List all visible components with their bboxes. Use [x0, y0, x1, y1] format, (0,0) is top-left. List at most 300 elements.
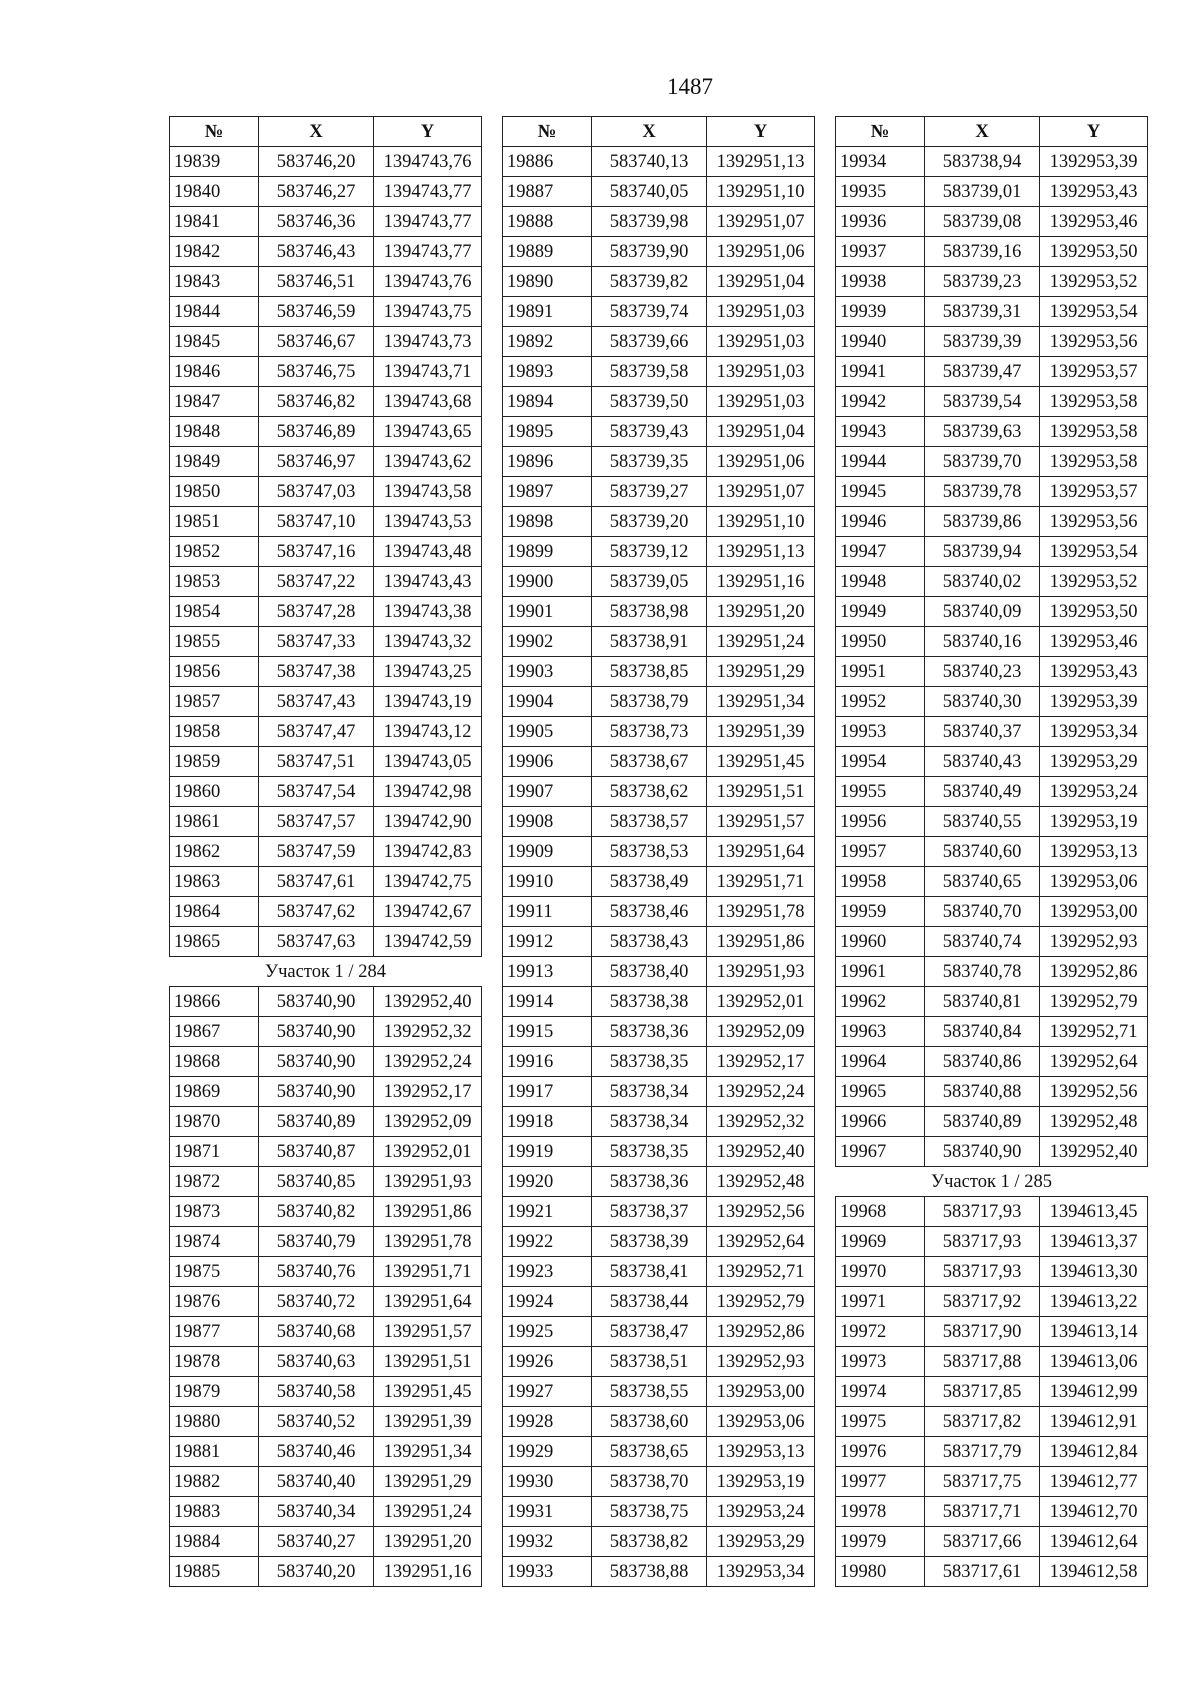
y-coordinate: 1394612,70	[1040, 1497, 1148, 1527]
y-coordinate: 1392952,17	[707, 1047, 815, 1077]
x-coordinate: 583740,58	[259, 1377, 374, 1407]
point-number: 19948	[836, 567, 925, 597]
x-coordinate: 583740,78	[925, 957, 1040, 987]
point-number: 19880	[170, 1407, 259, 1437]
table-row	[170, 687, 482, 717]
point-number: 19856	[170, 657, 259, 687]
table-row	[503, 207, 815, 237]
point-number: 19969	[836, 1227, 925, 1257]
table-row	[170, 657, 482, 687]
y-coordinate: 1394743,19	[374, 687, 482, 717]
y-coordinate: 1394612,91	[1040, 1407, 1148, 1437]
x-coordinate: 583739,50	[592, 387, 707, 417]
x-coordinate: 583739,66	[592, 327, 707, 357]
x-coordinate: 583747,43	[259, 687, 374, 717]
y-coordinate: 1392953,50	[1040, 237, 1148, 267]
table-row	[170, 1317, 482, 1347]
x-coordinate: 583717,66	[925, 1527, 1040, 1557]
point-number: 19895	[503, 417, 592, 447]
point-number: 19882	[170, 1467, 259, 1497]
point-number: 19920	[503, 1167, 592, 1197]
y-coordinate: 1392951,13	[707, 537, 815, 567]
x-coordinate: 583738,49	[592, 867, 707, 897]
x-coordinate: 583747,38	[259, 657, 374, 687]
x-coordinate: 583739,31	[925, 297, 1040, 327]
table-row	[503, 327, 815, 357]
y-coordinate: 1392953,58	[1040, 387, 1148, 417]
y-coordinate: 1392953,54	[1040, 297, 1148, 327]
y-coordinate: 1392952,64	[1040, 1047, 1148, 1077]
table-row	[170, 387, 482, 417]
x-coordinate: 583740,30	[925, 687, 1040, 717]
point-number: 19855	[170, 627, 259, 657]
point-number: 19944	[836, 447, 925, 477]
x-coordinate: 583738,73	[592, 717, 707, 747]
x-coordinate: 583738,60	[592, 1407, 707, 1437]
y-coordinate: 1392951,10	[707, 177, 815, 207]
point-number: 19896	[503, 447, 592, 477]
point-number: 19867	[170, 1017, 259, 1047]
y-coordinate: 1392951,06	[707, 447, 815, 477]
point-number: 19957	[836, 837, 925, 867]
x-coordinate: 583740,70	[925, 897, 1040, 927]
y-coordinate: 1392952,86	[1040, 957, 1148, 987]
table-row	[503, 477, 815, 507]
point-number: 19934	[836, 147, 925, 177]
x-coordinate: 583746,97	[259, 447, 374, 477]
point-number: 19975	[836, 1407, 925, 1437]
y-coordinate: 1392951,03	[707, 387, 815, 417]
point-number: 19866	[170, 987, 259, 1017]
x-coordinate: 583738,44	[592, 1287, 707, 1317]
point-number: 19953	[836, 717, 925, 747]
x-coordinate: 583740,68	[259, 1317, 374, 1347]
y-coordinate: 1392953,13	[1040, 837, 1148, 867]
table-row	[836, 537, 1148, 567]
x-coordinate: 583738,40	[592, 957, 707, 987]
table-row	[836, 627, 1148, 657]
table-row	[503, 1197, 815, 1227]
y-coordinate: 1392952,79	[707, 1287, 815, 1317]
y-coordinate: 1392953,24	[1040, 777, 1148, 807]
table-row	[836, 417, 1148, 447]
y-coordinate: 1392953,58	[1040, 417, 1148, 447]
point-number: 19857	[170, 687, 259, 717]
point-number: 19884	[170, 1527, 259, 1557]
point-number: 19936	[836, 207, 925, 237]
x-coordinate: 583739,01	[925, 177, 1040, 207]
y-coordinate: 1392953,57	[1040, 357, 1148, 387]
table-row	[503, 1317, 815, 1347]
point-number: 19851	[170, 507, 259, 537]
table-row	[503, 957, 815, 987]
x-coordinate: 583739,16	[925, 237, 1040, 267]
table-row	[503, 297, 815, 327]
table-row	[503, 987, 815, 1017]
point-number: 19859	[170, 747, 259, 777]
point-number: 19971	[836, 1287, 925, 1317]
y-coordinate: 1394743,25	[374, 657, 482, 687]
y-coordinate: 1392953,19	[707, 1467, 815, 1497]
page-number: 1487	[667, 74, 713, 99]
y-coordinate: 1394613,45	[1040, 1197, 1148, 1227]
point-number: 19941	[836, 357, 925, 387]
point-number: 19891	[503, 297, 592, 327]
point-number: 19877	[170, 1317, 259, 1347]
table-row	[170, 1227, 482, 1257]
y-coordinate: 1392952,24	[707, 1077, 815, 1107]
y-coordinate: 1394743,77	[374, 177, 482, 207]
point-number: 19961	[836, 957, 925, 987]
x-coordinate: 583738,91	[592, 627, 707, 657]
x-coordinate: 583747,51	[259, 747, 374, 777]
x-coordinate: 583738,57	[592, 807, 707, 837]
y-coordinate: 1392953,39	[1040, 687, 1148, 717]
point-number: 19954	[836, 747, 925, 777]
header-number: №	[170, 117, 259, 147]
y-coordinate: 1392952,17	[374, 1077, 482, 1107]
y-coordinate: 1394743,05	[374, 747, 482, 777]
x-coordinate: 583740,82	[259, 1197, 374, 1227]
x-coordinate: 583740,55	[925, 807, 1040, 837]
header-x: X	[592, 117, 707, 147]
y-coordinate: 1392953,46	[1040, 627, 1148, 657]
y-coordinate: 1392951,29	[707, 657, 815, 687]
x-coordinate: 583747,59	[259, 837, 374, 867]
point-number: 19927	[503, 1377, 592, 1407]
point-number: 19972	[836, 1317, 925, 1347]
point-number: 19931	[503, 1497, 592, 1527]
x-coordinate: 583747,62	[259, 897, 374, 927]
x-coordinate: 583739,74	[592, 297, 707, 327]
point-number: 19951	[836, 657, 925, 687]
x-coordinate: 583740,49	[925, 777, 1040, 807]
x-coordinate: 583717,93	[925, 1257, 1040, 1287]
x-coordinate: 583738,79	[592, 687, 707, 717]
x-coordinate: 583740,72	[259, 1287, 374, 1317]
y-coordinate: 1392951,57	[374, 1317, 482, 1347]
point-number: 19923	[503, 1257, 592, 1287]
table-row	[503, 1167, 815, 1197]
y-coordinate: 1392951,07	[707, 207, 815, 237]
point-number: 19963	[836, 1017, 925, 1047]
table-row	[170, 1287, 482, 1317]
point-number: 19876	[170, 1287, 259, 1317]
x-coordinate: 583739,20	[592, 507, 707, 537]
y-coordinate: 1394743,71	[374, 357, 482, 387]
point-number: 19935	[836, 177, 925, 207]
y-coordinate: 1392951,51	[707, 777, 815, 807]
x-coordinate: 583740,20	[259, 1557, 374, 1587]
table-row	[503, 387, 815, 417]
y-coordinate: 1392952,32	[374, 1017, 482, 1047]
header-x: X	[925, 117, 1040, 147]
table-row	[170, 177, 482, 207]
point-number: 19930	[503, 1467, 592, 1497]
table-row	[836, 1017, 1148, 1047]
x-coordinate: 583738,43	[592, 927, 707, 957]
y-coordinate: 1392951,04	[707, 267, 815, 297]
table-row	[170, 147, 482, 177]
y-coordinate: 1394743,43	[374, 567, 482, 597]
point-number: 19919	[503, 1137, 592, 1167]
x-coordinate: 583717,90	[925, 1317, 1040, 1347]
y-coordinate: 1392951,64	[374, 1287, 482, 1317]
table-row	[503, 1287, 815, 1317]
y-coordinate: 1392951,34	[707, 687, 815, 717]
y-coordinate: 1394743,62	[374, 447, 482, 477]
y-coordinate: 1394612,58	[1040, 1557, 1148, 1587]
y-coordinate: 1392951,13	[707, 147, 815, 177]
table-row	[503, 747, 815, 777]
y-coordinate: 1392953,24	[707, 1497, 815, 1527]
x-coordinate: 583740,63	[259, 1347, 374, 1377]
x-coordinate: 583740,76	[259, 1257, 374, 1287]
table-row	[503, 597, 815, 627]
y-coordinate: 1394743,32	[374, 627, 482, 657]
table-row	[170, 777, 482, 807]
section-row	[836, 1167, 1148, 1197]
table-row	[170, 897, 482, 927]
table-row	[503, 837, 815, 867]
point-number: 19966	[836, 1107, 925, 1137]
table-row	[503, 1047, 815, 1077]
table-row	[836, 1407, 1148, 1437]
table-row	[836, 777, 1148, 807]
x-coordinate: 583738,82	[592, 1527, 707, 1557]
x-coordinate: 583739,82	[592, 267, 707, 297]
y-coordinate: 1392951,20	[707, 597, 815, 627]
table-row	[170, 357, 482, 387]
point-number: 19886	[503, 147, 592, 177]
table-row	[836, 807, 1148, 837]
table-row	[503, 1107, 815, 1137]
y-coordinate: 1392952,93	[707, 1347, 815, 1377]
y-coordinate: 1392951,45	[707, 747, 815, 777]
point-number: 19873	[170, 1197, 259, 1227]
table-row	[836, 147, 1148, 177]
y-coordinate: 1392952,93	[1040, 927, 1148, 957]
y-coordinate: 1392951,39	[374, 1407, 482, 1437]
point-number: 19968	[836, 1197, 925, 1227]
header-y: Y	[707, 117, 815, 147]
y-coordinate: 1392951,29	[374, 1467, 482, 1497]
point-number: 19940	[836, 327, 925, 357]
y-coordinate: 1392952,09	[374, 1107, 482, 1137]
y-coordinate: 1392953,43	[1040, 177, 1148, 207]
section-label: Участок 1 / 284	[170, 957, 482, 987]
table-row	[170, 567, 482, 597]
point-number: 19853	[170, 567, 259, 597]
table-row	[836, 1347, 1148, 1377]
point-number: 19964	[836, 1047, 925, 1077]
x-coordinate: 583738,47	[592, 1317, 707, 1347]
table-row	[503, 147, 815, 177]
table-row	[836, 1557, 1148, 1587]
point-number: 19843	[170, 267, 259, 297]
y-coordinate: 1392952,01	[374, 1137, 482, 1167]
point-number: 19956	[836, 807, 925, 837]
y-coordinate: 1392951,93	[707, 957, 815, 987]
point-number: 19978	[836, 1497, 925, 1527]
x-coordinate: 583747,54	[259, 777, 374, 807]
point-number: 19850	[170, 477, 259, 507]
table-row	[503, 867, 815, 897]
table-row	[170, 1377, 482, 1407]
y-coordinate: 1392953,57	[1040, 477, 1148, 507]
table-row	[170, 507, 482, 537]
table-row	[836, 507, 1148, 537]
y-coordinate: 1392952,71	[1040, 1017, 1148, 1047]
y-coordinate: 1392951,07	[707, 477, 815, 507]
table-row	[836, 987, 1148, 1017]
table-row	[503, 1497, 815, 1527]
x-coordinate: 583740,02	[925, 567, 1040, 597]
point-number: 19946	[836, 507, 925, 537]
y-coordinate: 1394742,90	[374, 807, 482, 837]
point-number: 19932	[503, 1527, 592, 1557]
table-row	[170, 717, 482, 747]
y-coordinate: 1394743,53	[374, 507, 482, 537]
point-number: 19862	[170, 837, 259, 867]
coordinates-table	[835, 116, 1148, 1587]
point-number: 19892	[503, 327, 592, 357]
table-row	[836, 387, 1148, 417]
x-coordinate: 583740,90	[259, 1047, 374, 1077]
x-coordinate: 583739,39	[925, 327, 1040, 357]
y-coordinate: 1394743,75	[374, 297, 482, 327]
x-coordinate: 583740,60	[925, 837, 1040, 867]
y-coordinate: 1392951,34	[374, 1437, 482, 1467]
table-row	[170, 1527, 482, 1557]
table-row	[503, 447, 815, 477]
point-number: 19925	[503, 1317, 592, 1347]
table-row	[503, 1137, 815, 1167]
point-number: 19885	[170, 1557, 259, 1587]
table-row	[503, 567, 815, 597]
y-coordinate: 1392951,24	[707, 627, 815, 657]
x-coordinate: 583738,34	[592, 1077, 707, 1107]
x-coordinate: 583747,28	[259, 597, 374, 627]
x-coordinate: 583747,03	[259, 477, 374, 507]
point-number: 19889	[503, 237, 592, 267]
table-row	[836, 177, 1148, 207]
point-number: 19921	[503, 1197, 592, 1227]
table-header-row	[836, 117, 1148, 147]
x-coordinate: 583747,16	[259, 537, 374, 567]
x-coordinate: 583738,39	[592, 1227, 707, 1257]
table-row	[836, 1377, 1148, 1407]
table-row	[503, 537, 815, 567]
y-coordinate: 1394743,68	[374, 387, 482, 417]
x-coordinate: 583717,92	[925, 1287, 1040, 1317]
table-row	[503, 507, 815, 537]
table-row	[503, 1467, 815, 1497]
table-row	[170, 477, 482, 507]
y-coordinate: 1392953,54	[1040, 537, 1148, 567]
y-coordinate: 1394743,58	[374, 477, 482, 507]
x-coordinate: 583747,22	[259, 567, 374, 597]
y-coordinate: 1392953,43	[1040, 657, 1148, 687]
table-row	[170, 837, 482, 867]
point-number: 19868	[170, 1047, 259, 1077]
table-row	[503, 627, 815, 657]
x-coordinate: 583738,55	[592, 1377, 707, 1407]
y-coordinate: 1392951,64	[707, 837, 815, 867]
point-number: 19959	[836, 897, 925, 927]
table-row	[836, 1137, 1148, 1167]
y-coordinate: 1394612,64	[1040, 1527, 1148, 1557]
x-coordinate: 583746,51	[259, 267, 374, 297]
table-row	[170, 1257, 482, 1287]
x-coordinate: 583747,57	[259, 807, 374, 837]
x-coordinate: 583739,27	[592, 477, 707, 507]
table-row	[170, 1407, 482, 1437]
y-coordinate: 1392953,39	[1040, 147, 1148, 177]
x-coordinate: 583739,86	[925, 507, 1040, 537]
point-number: 19922	[503, 1227, 592, 1257]
x-coordinate: 583740,34	[259, 1497, 374, 1527]
x-coordinate: 583740,40	[259, 1467, 374, 1497]
x-coordinate: 583740,46	[259, 1437, 374, 1467]
y-coordinate: 1392951,86	[374, 1197, 482, 1227]
point-number: 19950	[836, 627, 925, 657]
x-coordinate: 583738,41	[592, 1257, 707, 1287]
y-coordinate: 1394742,59	[374, 927, 482, 957]
y-coordinate: 1394743,38	[374, 597, 482, 627]
y-coordinate: 1392951,71	[707, 867, 815, 897]
point-number: 19949	[836, 597, 925, 627]
y-coordinate: 1392952,48	[1040, 1107, 1148, 1137]
y-coordinate: 1392951,04	[707, 417, 815, 447]
point-number: 19902	[503, 627, 592, 657]
point-number: 19917	[503, 1077, 592, 1107]
y-coordinate: 1392951,03	[707, 357, 815, 387]
x-coordinate: 583740,90	[259, 1077, 374, 1107]
x-coordinate: 583740,16	[925, 627, 1040, 657]
y-coordinate: 1392953,52	[1040, 267, 1148, 297]
point-number: 19955	[836, 777, 925, 807]
y-coordinate: 1392953,29	[707, 1527, 815, 1557]
point-number: 19890	[503, 267, 592, 297]
table-row	[170, 807, 482, 837]
point-number: 19945	[836, 477, 925, 507]
table-row	[503, 1437, 815, 1467]
table-row	[170, 1497, 482, 1527]
y-coordinate: 1394743,73	[374, 327, 482, 357]
table-row	[836, 567, 1148, 597]
x-coordinate: 583740,37	[925, 717, 1040, 747]
point-number: 19958	[836, 867, 925, 897]
y-coordinate: 1392951,93	[374, 1167, 482, 1197]
y-coordinate: 1392952,48	[707, 1167, 815, 1197]
y-coordinate: 1392953,34	[1040, 717, 1148, 747]
x-coordinate: 583740,88	[925, 1077, 1040, 1107]
table-row	[170, 1047, 482, 1077]
table-row	[170, 1197, 482, 1227]
x-coordinate: 583738,36	[592, 1167, 707, 1197]
table-row	[836, 657, 1148, 687]
table-row	[170, 447, 482, 477]
y-coordinate: 1392953,52	[1040, 567, 1148, 597]
table-row	[503, 1077, 815, 1107]
x-coordinate: 583740,90	[259, 987, 374, 1017]
point-number: 19962	[836, 987, 925, 1017]
point-number: 19847	[170, 387, 259, 417]
x-coordinate: 583747,10	[259, 507, 374, 537]
y-coordinate: 1392953,46	[1040, 207, 1148, 237]
x-coordinate: 583746,36	[259, 207, 374, 237]
